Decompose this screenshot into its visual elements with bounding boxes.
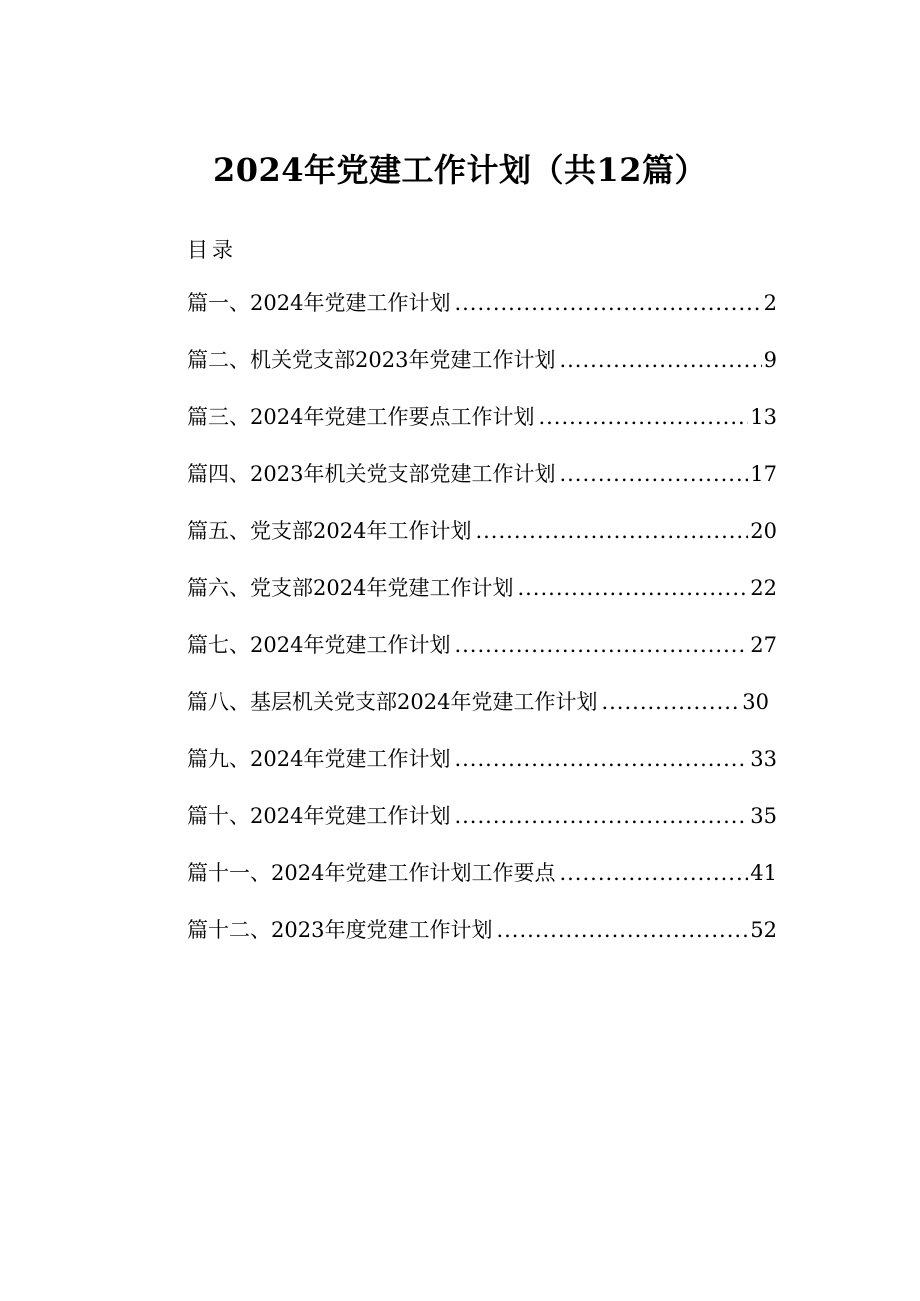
toc-page-number: 20 [750, 519, 777, 543]
dot-leader [538, 405, 748, 429]
toc-page-number: 30 [742, 690, 769, 714]
toc-entry-7[interactable] [187, 629, 777, 686]
toc-page-number: 13 [750, 405, 777, 429]
toc-entry-title: 篇三、2024年党建工作要点工作计划 [187, 405, 535, 429]
dot-leader [454, 804, 748, 828]
toc-page-number: 2 [763, 291, 777, 315]
toc-entry-title: 篇五、党支部2024年工作计划 [187, 519, 472, 543]
toc-page-number: 9 [763, 348, 777, 372]
toc-entry-title: 篇一、2024年党建工作计划 [187, 291, 451, 315]
toc-heading: 目录 [187, 238, 237, 262]
toc-entry-4[interactable] [187, 458, 777, 515]
dot-leader [601, 690, 740, 714]
dot-leader [454, 633, 748, 657]
toc-entry-title: 篇十二、2023年度党建工作计划 [187, 918, 493, 942]
toc-entry-5[interactable] [187, 515, 777, 572]
dot-leader [559, 861, 748, 885]
toc-entry-12[interactable] [187, 914, 777, 971]
dot-leader [559, 462, 748, 486]
toc-page-number: 35 [750, 804, 777, 828]
toc-entry-title: 篇二、机关党支部2023年党建工作计划 [187, 348, 556, 372]
toc-page-number: 33 [750, 747, 777, 771]
dot-leader [559, 348, 761, 372]
document-title: 2024年党建工作计划（共12篇） [212, 151, 708, 189]
toc-page-number: 17 [750, 462, 777, 486]
toc-page-number: 22 [750, 576, 777, 600]
dot-leader [517, 576, 748, 600]
toc-entry-1[interactable] [187, 287, 777, 344]
dot-leader [454, 747, 748, 771]
toc-entry-title: 篇六、党支部2024年党建工作计划 [187, 576, 514, 600]
toc-entry-10[interactable] [187, 800, 777, 857]
toc-entry-title: 篇十、2024年党建工作计划 [187, 804, 451, 828]
toc-entry-3[interactable] [187, 401, 777, 458]
toc-entry-title: 篇七、2024年党建工作计划 [187, 633, 451, 657]
toc-entry-title: 篇四、2023年机关党支部党建工作计划 [187, 462, 556, 486]
dot-leader [496, 918, 748, 942]
toc-page-number: 27 [750, 633, 777, 657]
toc-entry-title: 篇十一、2024年党建工作计划工作要点 [187, 861, 556, 885]
table-of-contents [187, 287, 777, 971]
toc-entry-11[interactable] [187, 857, 777, 914]
toc-page-number: 52 [750, 918, 777, 942]
toc-entry-title: 篇八、基层机关党支部2024年党建工作计划 [187, 690, 598, 714]
dot-leader [475, 519, 748, 543]
toc-entry-6[interactable] [187, 572, 777, 629]
toc-entry-title: 篇九、2024年党建工作计划 [187, 747, 451, 771]
toc-entry-9[interactable] [187, 743, 777, 800]
dot-leader [454, 291, 761, 315]
toc-entry-8[interactable] [187, 686, 769, 743]
toc-entry-2[interactable] [187, 344, 777, 401]
toc-page-number: 41 [750, 861, 777, 885]
